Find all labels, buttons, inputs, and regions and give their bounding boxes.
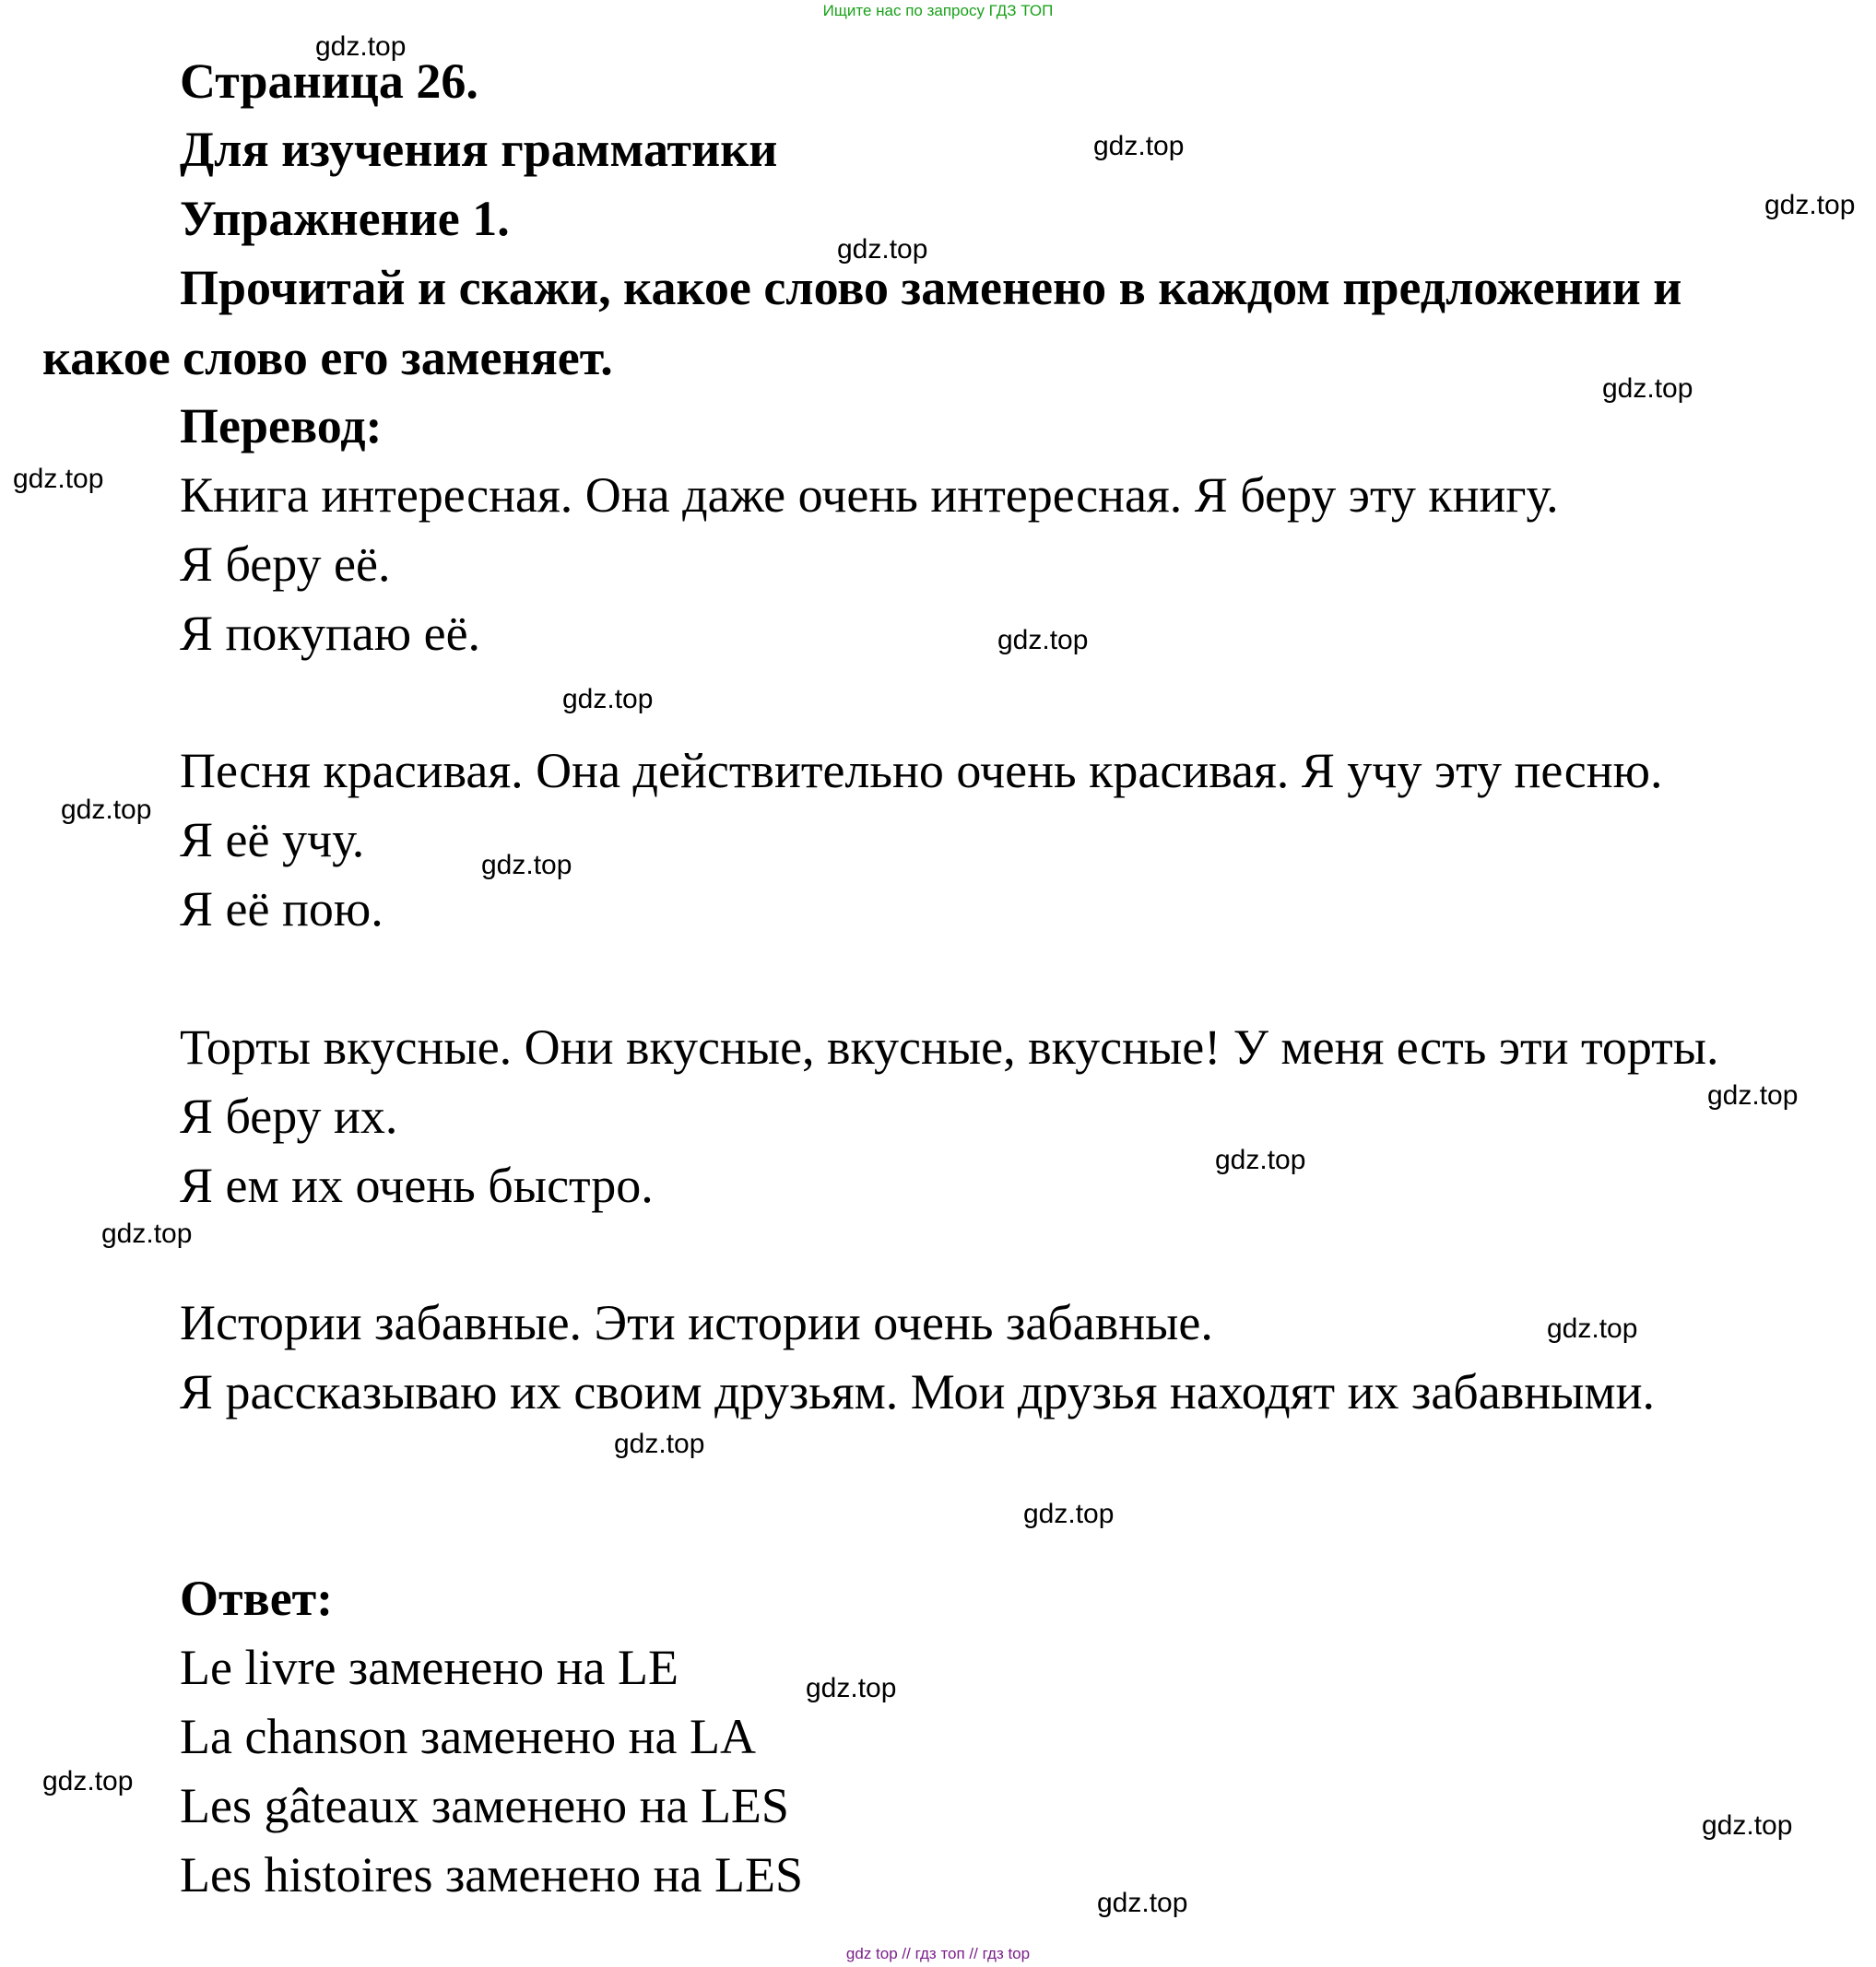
translation-line: Я её учу. — [180, 812, 365, 867]
translation-line: Я рассказываю их своим друзьям. Мои друзья находят их забавными. — [180, 1364, 1655, 1419]
translation-line: Я её пою. — [180, 881, 383, 936]
watermark: gdz.top — [806, 1673, 897, 1703]
section-title: Для изучения грамматики — [180, 122, 778, 177]
watermark: gdz.top — [315, 31, 407, 62]
watermark: gdz.top — [614, 1429, 705, 1459]
watermark: gdz.top — [1097, 1888, 1188, 1918]
answer-heading: Ответ: — [180, 1571, 334, 1626]
task-line-1: Прочитай и скажи, какое слово заменено в каждом предложении и — [180, 260, 1682, 315]
watermark: gdz.top — [997, 625, 1089, 655]
watermark: gdz.top — [1702, 1810, 1793, 1841]
watermark: gdz.top — [481, 850, 572, 880]
watermark: gdz.top — [13, 464, 104, 494]
translation-line: Я ем их очень быстро. — [180, 1158, 654, 1213]
watermark: gdz.top — [562, 684, 654, 714]
translation-line: Я беру её. — [180, 536, 391, 592]
watermark: gdz.top — [1023, 1499, 1115, 1529]
page-title: Страница 26. — [180, 53, 478, 109]
answer-line: La chanson заменено на LA — [180, 1709, 756, 1764]
translation-line: Я покупаю её. — [180, 606, 481, 661]
top-banner: Ищите нас по запросу ГДЗ ТОП — [822, 2, 1054, 19]
translation-line: Истории забавные. Эти истории очень забавные. — [180, 1295, 1213, 1350]
watermark: gdz.top — [61, 795, 152, 825]
watermark: gdz.top — [1215, 1145, 1306, 1175]
watermark: gdz.top — [101, 1219, 193, 1249]
answer-line: Les histoires заменено на LES — [180, 1847, 804, 1902]
watermark: gdz.top — [1602, 373, 1693, 404]
watermark: gdz.top — [1093, 131, 1185, 161]
bottom-banner: gdz top // гдз топ // гдз top — [845, 1945, 1031, 1962]
translation-line: Я беру их. — [180, 1089, 398, 1144]
watermark: gdz.top — [837, 234, 928, 265]
watermark: gdz.top — [1707, 1080, 1799, 1111]
answer-line: Les gâteaux заменено на LES — [180, 1778, 789, 1833]
task-line-2: какое слово его заменяет. — [42, 330, 613, 385]
watermark: gdz.top — [42, 1766, 134, 1796]
answer-line: Le livre заменено на LE — [180, 1640, 678, 1695]
translation-line: Песня красивая. Она действительно очень красивая. Я учу эту песню. — [180, 743, 1663, 798]
translation-heading: Перевод: — [180, 398, 383, 453]
translation-line: Книга интересная. Она даже очень интересная. Я беру эту книгу. — [180, 467, 1559, 523]
exercise-title: Упражнение 1. — [180, 191, 510, 246]
watermark: gdz.top — [1547, 1313, 1638, 1344]
translation-line: Торты вкусные. Они вкусные, вкусные, вкусные! У меня есть эти торты. — [180, 1019, 1719, 1075]
watermark: gdz.top — [1764, 190, 1856, 220]
